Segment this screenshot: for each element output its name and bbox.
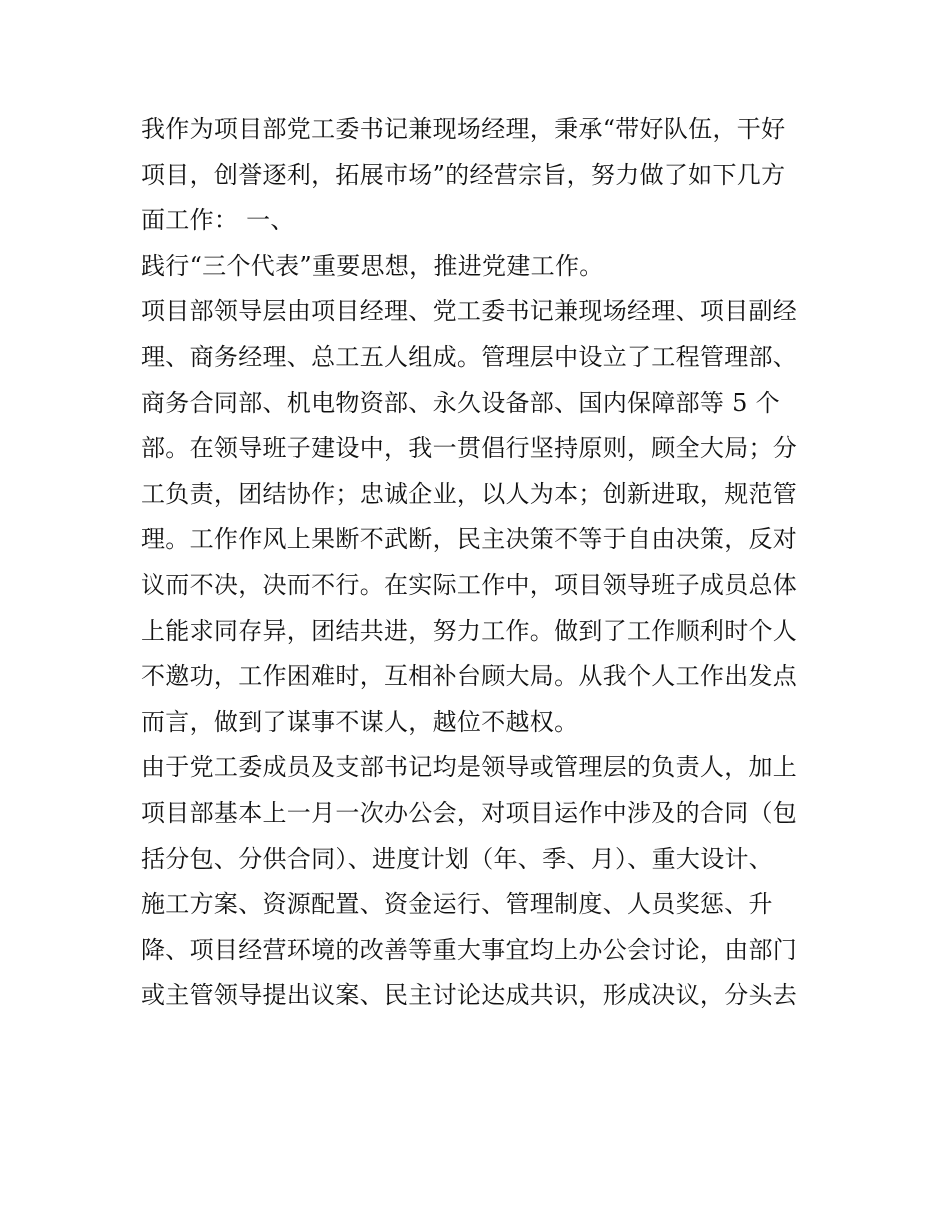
text-line: 上能求同存异，团结共进，努力工作。做到了工作顺利时个人 [141, 616, 798, 645]
text-line: 项目部领导层由项目经理、党工委书记兼现场经理、项目副经 [141, 297, 798, 326]
text-line: 理。工作作风上果断不武断，民主决策不等于自由决策，反对 [141, 525, 798, 554]
text-line: 商务合同部、机电物资部、永久设备部、国内保障部等 5 个 [141, 388, 780, 417]
text-line: 而言，做到了谋事不谋人，越位不越权。 [141, 707, 579, 736]
text-line: 由于党工委成员及支部书记均是领导或管理层的负责人，加上 [141, 753, 798, 782]
body-text [141, 107, 821, 1019]
text-line: 理、商务经理、总工五人组成。管理层中设立了工程管理部、 [141, 342, 798, 371]
text-line: 部。在领导班子建设中，我一贯倡行坚持原则，顾全大局；分 [141, 434, 798, 463]
text-line: 议而不决，决而不行。在实际工作中，项目领导班子成员总体 [141, 570, 798, 599]
text-line: 降、项目经营环境的改善等重大事宜均上办公会讨论，由部门 [141, 935, 798, 964]
text-line: 面工作： 一、 [141, 206, 295, 235]
text-line: 括分包、分供合同）、进度计划（年、季、月）、重大设计、 [141, 844, 774, 873]
text-line: 不邀功，工作困难时，互相补台顾大局。从我个人工作出发点 [141, 662, 798, 691]
text-line: 项目，创誉逐利，拓展市场”的经营宗旨，努力做了如下几方 [141, 160, 786, 189]
section-heading: 践行“三个代表”重要思想，推进党建工作。 [141, 251, 604, 280]
text-line: 项目部基本上一月一次办公会，对项目运作中涉及的合同（包 [141, 798, 798, 827]
text-line: 施工方案、资源配置、资金运行、管理制度、人员奖惩、升 [141, 890, 773, 919]
text-line: 工负责，团结协作；忠诚企业，以人为本；创新进取，规范管 [141, 479, 798, 508]
text-line: 我作为项目部党工委书记兼现场经理，秉承“带好队伍，干好 [141, 115, 786, 143]
text-line: 或主管领导提出议案、民主讨论达成共识，形成决议，分头去 [141, 981, 798, 1010]
